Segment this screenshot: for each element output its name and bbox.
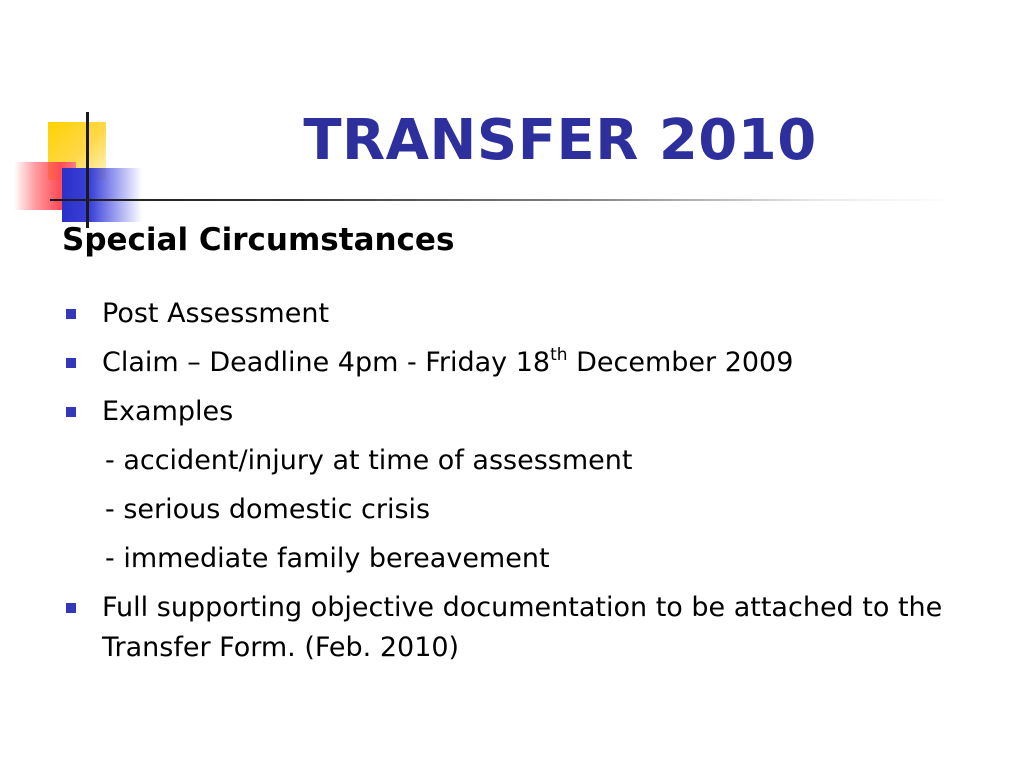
bullet-list — [62, 294, 962, 677]
list-item — [62, 294, 962, 334]
title-divider — [50, 199, 960, 201]
square-bullet-icon — [66, 309, 76, 319]
sub-item: - accident/injury at time of assessment — [105, 445, 633, 476]
sub-item: - immediate family bereavement — [105, 543, 550, 574]
slide-heading: Special Circumstances — [62, 222, 455, 258]
overlapping-squares-logo-icon — [0, 0, 160, 240]
bullet-text: Examples — [102, 396, 234, 427]
bullet-text: Full supporting objective documentation to be attached to the Transfer Form. (Feb. 2010) — [102, 592, 943, 663]
blue-square-icon — [62, 168, 142, 222]
list-item — [62, 343, 962, 383]
vertical-rule — [86, 112, 89, 228]
list-item — [62, 392, 962, 432]
ordinal-suffix: th — [550, 345, 568, 365]
list-item — [62, 588, 962, 668]
square-bullet-icon — [66, 603, 76, 613]
square-bullet-icon — [66, 407, 76, 417]
bullet-text: December 2009 — [567, 347, 794, 378]
slide-title: TRANSFER 2010 — [303, 108, 817, 173]
bullet-text: Post Assessment — [102, 298, 330, 329]
square-bullet-icon — [66, 358, 76, 368]
bullet-text: Claim – Deadline 4pm - Friday 18 — [102, 347, 551, 378]
sub-item: - serious domestic crisis — [105, 494, 431, 525]
